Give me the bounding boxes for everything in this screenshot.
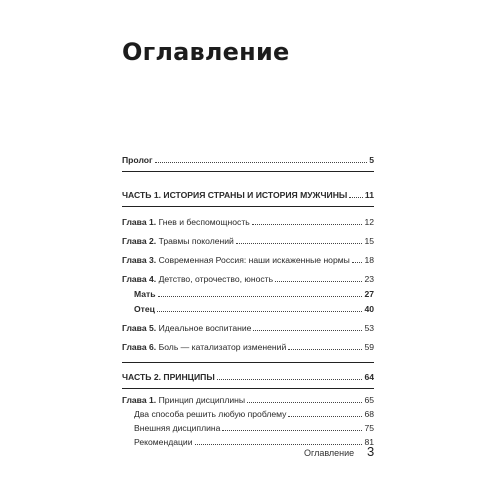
toc-page-number: 15 — [364, 236, 374, 246]
dot-leader — [252, 224, 363, 225]
dot-leader — [288, 416, 362, 417]
toc-page-number: 59 — [364, 342, 374, 352]
toc-page-number: 68 — [364, 409, 374, 419]
chapter-prefix: Глава 1. — [122, 217, 157, 227]
page-number: 3 — [367, 444, 375, 459]
toc-entry-chapter[interactable] — [122, 251, 374, 265]
section-divider — [122, 206, 374, 207]
dot-leader — [217, 379, 363, 380]
dot-leader — [236, 243, 363, 244]
toc-page-number: 64 — [364, 372, 374, 382]
toc-entry-part-1[interactable] — [122, 186, 374, 200]
toc-entry-label: Современная Россия: наши искаженные нормы — [156, 255, 350, 265]
toc-page-number: 23 — [364, 274, 374, 284]
chapter-prefix: Глава 4. — [122, 274, 157, 284]
toc-entry-subsection[interactable] — [122, 405, 374, 419]
page-title: Оглавление — [122, 38, 290, 66]
dot-leader — [288, 349, 362, 350]
toc-entry-label: Пролог — [122, 155, 153, 165]
toc-entry-subsection[interactable] — [122, 419, 374, 433]
toc-page-number: 53 — [364, 323, 374, 333]
toc-page-number: 12 — [364, 217, 374, 227]
toc-entry-chapter[interactable] — [122, 213, 374, 227]
toc-entry-label: Отец — [134, 304, 155, 314]
toc-page-number: 75 — [364, 423, 374, 433]
toc-entry-chapter[interactable] — [122, 338, 374, 352]
toc-entry-label: ЧАСТЬ 2. ПРИНЦИПЫ — [122, 372, 215, 382]
toc-entry-label: Травмы поколений — [156, 236, 234, 246]
toc-entry-prologue[interactable] — [122, 151, 374, 165]
dot-leader — [195, 444, 363, 445]
dot-leader — [275, 281, 362, 282]
toc-entry-subsection[interactable] — [122, 300, 374, 314]
toc-page-number: 65 — [364, 395, 374, 405]
chapter-prefix: Глава 1. — [122, 395, 157, 405]
toc-entry-subsection[interactable] — [122, 433, 374, 447]
dot-leader — [349, 197, 363, 198]
dot-leader — [158, 296, 363, 297]
dot-leader — [155, 162, 368, 163]
dot-leader — [352, 262, 363, 263]
dot-leader — [247, 402, 362, 403]
toc-entry-chapter[interactable] — [122, 391, 374, 405]
section-divider — [122, 171, 374, 172]
toc-entry-label: Идеальное воспитание — [156, 323, 252, 333]
section-divider — [122, 362, 374, 363]
toc-entry-label: Два способа решить любую проблему — [134, 409, 287, 419]
toc-entry-part-2[interactable] — [122, 368, 374, 382]
toc-entry-label: Детство, отрочество, юность — [156, 274, 274, 284]
toc-page-number: 18 — [364, 255, 374, 265]
section-divider — [122, 388, 374, 389]
chapter-prefix: Глава 6. — [122, 342, 157, 352]
toc-entry-label: ЧАСТЬ 1. ИСТОРИЯ СТРАНЫ И ИСТОРИЯ МУЖЧИНЫ — [122, 190, 348, 200]
toc-page-number: 5 — [369, 155, 374, 165]
toc-page-number: 27 — [364, 289, 374, 299]
chapter-prefix: Глава 3. — [122, 255, 157, 265]
toc-entry-subsection[interactable] — [122, 285, 374, 299]
dot-leader — [253, 330, 362, 331]
toc-entry-chapter[interactable] — [122, 270, 374, 284]
chapter-prefix: Глава 5. — [122, 323, 157, 333]
toc-entry-label: Мать — [134, 289, 156, 299]
toc-entry-label: Гнев и беспомощность — [156, 217, 250, 227]
toc-entry-chapter[interactable] — [122, 232, 374, 246]
toc-entry-label: Рекомендации — [134, 437, 193, 447]
dot-leader — [157, 311, 362, 312]
running-footer-label: Оглавление — [304, 448, 355, 458]
toc-entry-chapter[interactable] — [122, 319, 374, 333]
toc-entry-label: Внешняя дисциплина — [134, 423, 221, 433]
toc-entry-label: Боль — катализатор изменений — [156, 342, 287, 352]
toc-page-number: 81 — [364, 437, 374, 447]
toc-entry-label: Принцип дисциплины — [156, 395, 246, 405]
toc-page-number: 11 — [364, 190, 374, 200]
table-of-contents — [122, 151, 374, 447]
toc-page-number: 40 — [364, 304, 374, 314]
chapter-prefix: Глава 2. — [122, 236, 157, 246]
dot-leader — [222, 430, 362, 431]
